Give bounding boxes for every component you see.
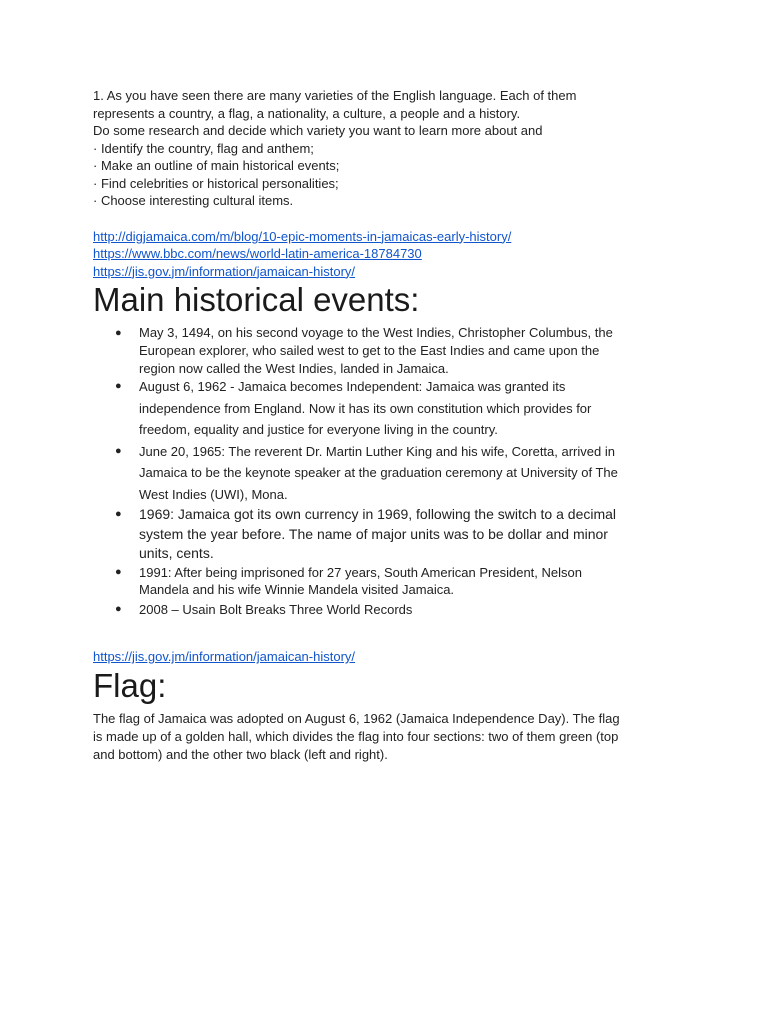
intro-line: Do some research and decide which variety you want to learn more about and bbox=[93, 123, 543, 138]
main-events-heading: Main historical events: bbox=[93, 281, 420, 318]
link-bbc[interactable]: https://www.bbc.com/news/world-latin-america-18784730 bbox=[93, 246, 422, 261]
flag-heading: Flag: bbox=[93, 667, 167, 704]
event-item bbox=[93, 564, 683, 599]
link-digjamaica[interactable]: http://digjamaica.com/m/blog/10-epic-moments-in-jamaicas-early-history/ bbox=[93, 228, 512, 244]
task-item: · Make an outline of main historical events; bbox=[93, 158, 340, 173]
event-line: 1969: Jamaica got its own currency in 1969, following the switch to a decimal bbox=[139, 506, 617, 522]
task-item: · Choose interesting cultural items. bbox=[93, 193, 294, 208]
bullet-icon: ● bbox=[115, 508, 122, 520]
event-item bbox=[93, 376, 683, 441]
bullet-icon: ● bbox=[115, 327, 122, 339]
document-page bbox=[93, 87, 683, 764]
event-line: European explorer, who sailed west to get to the East Indies and came upon the bbox=[139, 343, 600, 358]
bullet-icon: ● bbox=[115, 565, 122, 578]
event-line: freedom, equality and justice for everyone living in the country. bbox=[139, 422, 498, 437]
event-line: 1991: After being imprisoned for 27 years, South American President, Nelson bbox=[139, 564, 582, 580]
event-item bbox=[93, 601, 683, 619]
bullet-icon: ● bbox=[115, 380, 122, 392]
event-line: units, cents. bbox=[139, 545, 214, 561]
task-item: · Find celebrities or historical personalities; bbox=[93, 175, 339, 191]
event-line: system the year before. The name of major units was to be dollar and minor bbox=[139, 525, 608, 542]
bullet-icon: ● bbox=[115, 602, 122, 615]
event-line: region now called the West Indies, landed in Jamaica. bbox=[139, 361, 449, 376]
event-line: Jamaica to be the keynote speaker at the graduation ceremony at University of The bbox=[139, 465, 618, 480]
event-line: independence from England. Now it has its own constitution which provides for bbox=[139, 400, 592, 416]
intro-paragraph bbox=[93, 87, 683, 210]
event-line: Mandela and his wife Winnie Mandela visited Jamaica. bbox=[139, 582, 455, 597]
task-item: · Identify the country, flag and anthem; bbox=[93, 140, 314, 156]
flag-line: The flag of Jamaica was adopted on August 6, 1962 (Jamaica Independence Day). The flag bbox=[93, 711, 620, 726]
event-line: June 20, 1965: The reverent Dr. Martin Luther King and his wife, Coretta, arrived in bbox=[139, 443, 615, 459]
events-list bbox=[93, 324, 683, 618]
flag-line: and bottom) and the other two black (left and right). bbox=[93, 747, 388, 762]
event-line: 2008 – Usain Bolt Breaks Three World Records bbox=[139, 601, 413, 617]
event-line: May 3, 1494, on his second voyage to the West Indies, Christopher Columbus, the bbox=[139, 325, 613, 340]
intro-line: represents a country, a flag, a nationality, a culture, a people and a history. bbox=[93, 105, 521, 121]
event-line: West Indies (UWI), Mona. bbox=[139, 486, 288, 502]
event-line: August 6, 1962 - Jamaica becomes Independent: Jamaica was granted its bbox=[139, 379, 566, 394]
source-link-block bbox=[93, 648, 683, 666]
event-item bbox=[93, 441, 683, 506]
event-item bbox=[93, 505, 683, 564]
event-item bbox=[93, 324, 683, 378]
reference-links bbox=[93, 228, 683, 281]
flag-line: is made up of a golden hall, which divides the flag into four sections: two of them green (top bbox=[93, 729, 619, 744]
flag-paragraph bbox=[93, 710, 683, 764]
intro-line: 1. As you have seen there are many varieties of the English language. Each of them bbox=[93, 88, 577, 103]
link-jis[interactable]: https://jis.gov.jm/information/jamaican-history/ bbox=[93, 263, 356, 279]
bullet-icon: ● bbox=[115, 444, 122, 457]
link-jis-source[interactable]: https://jis.gov.jm/information/jamaican-history/ bbox=[93, 649, 356, 664]
